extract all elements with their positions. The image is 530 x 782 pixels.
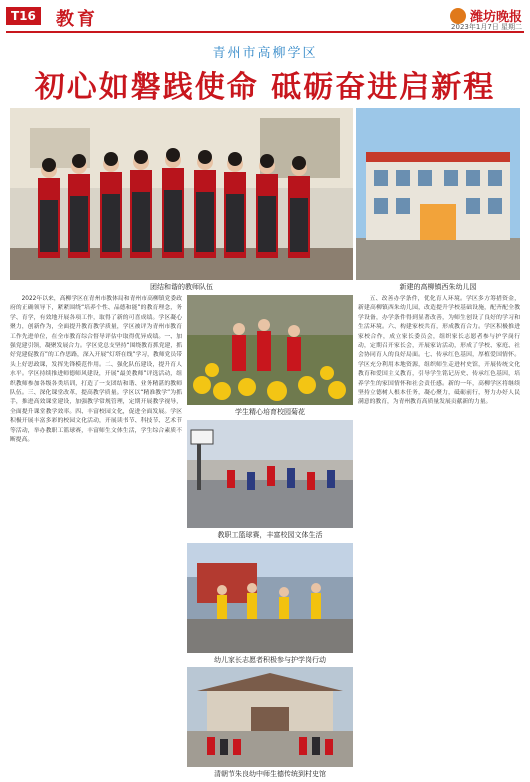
article-body-right	[358, 295, 520, 777]
flowers-photo	[187, 295, 353, 405]
section-title: 教育	[56, 9, 98, 30]
article-body-left	[10, 295, 182, 777]
photo-caption: 学生精心培育校园菊花	[235, 408, 305, 416]
logo-text: 潍坊晚报	[469, 10, 522, 25]
dateline: 2023年1月7日 星期二	[451, 23, 522, 31]
article-paragraph: 五、改善办学条件，优化育人环境。学区多方筹措资金，新建高柳镇西朱幼儿园，改造提升学校基础设施，配齐配全教学设备，办学条件得到显著改善，为师生创设了良好的学习和生活环境。六、构建家校共育，形成教育合力。学区积极推进家校合作，成立家长委员会，组织家长志愿者参与护学岗行动，定期召开家长会，开展家访活动，形成了学校、家庭、社会协同育人的良好局面。七、传承红色基因，厚植爱国情怀。学区充分利用本地资源，组织师生走进村史馆，开展传统文化教育和爱国主义教育，引导学生铭记历史、传承红色基因，培养学生的家国情怀和社会责任感。新的一年，高柳学区将继续坚持立德树人根本任务，凝心聚力，砥砺前行，努力办好人民满意的教育，为青州教育高质量发展贡献新的力量。	[358, 296, 520, 406]
volunteers-photo	[187, 543, 353, 653]
photo-caption: 清朝节朱良幼中师生德传统到村史馆	[214, 770, 326, 778]
photo-caption: 幼儿家长志愿者积极参与护学岗行动	[214, 656, 326, 664]
photo-caption: 新建的高柳镇西朱幼儿园	[399, 283, 477, 291]
group-photo	[10, 108, 353, 280]
header-rule	[6, 31, 524, 33]
page-header	[0, 0, 530, 32]
photo-caption: 教职工篮球赛，丰富校园文体生活	[217, 531, 323, 539]
museum-photo	[187, 667, 353, 767]
page-number: T16	[6, 7, 41, 25]
article-headline: 初心如磐践使命 砥砺奋进启新程	[34, 70, 496, 105]
basketball-photo	[187, 420, 353, 528]
building-photo	[356, 108, 520, 280]
photo-caption: 团结和谐的教师队伍	[150, 283, 213, 291]
article-subtitle: 青州市高柳学区	[212, 46, 318, 61]
article-paragraph: 2022年以来，高柳学区在青州市教体局和青州市高柳镇党委政府的正确领导下，紧紧围绕“培养个性、品德和能”的教育理念，务学、育学，有效地开展各项工作，取得了新的可喜成绩。学区凝心聚力，创新作为，全面提升教育教学质量，学区被评为青州市教育工作先进单位，在全市教育综合督导评估中取得优异成绩。一、加强党建引领，凝聚发展合力。学区党总支坚持“围绕教育抓党建，抓好党建促教育”的工作思路，深入开展“灯塔在线”学习，教师党员带头上好思政课，发挥先锋模范作用。二、强化队伍建设，提升育人水平。学区持续推进师德师风建设，开展“最美教师”评选活动，组织教师参加各级各类培训，打造了一支团结和谐、业务精湛的教师队伍。三、深化课堂改革，提高教学质量。学区以“精准教学”为抓手，推进高效课堂建设，加强教学常规管理，定期开展教学视导，全面提升课堂教学效率。四、丰富校园文化，促进全面发展。学区积极开展丰富多彩的校园文化活动，开展读书节、科技节、艺术节等活动，举办教职工篮球赛，丰富师生文体生活，学生综合素质不断提高。	[10, 296, 182, 444]
